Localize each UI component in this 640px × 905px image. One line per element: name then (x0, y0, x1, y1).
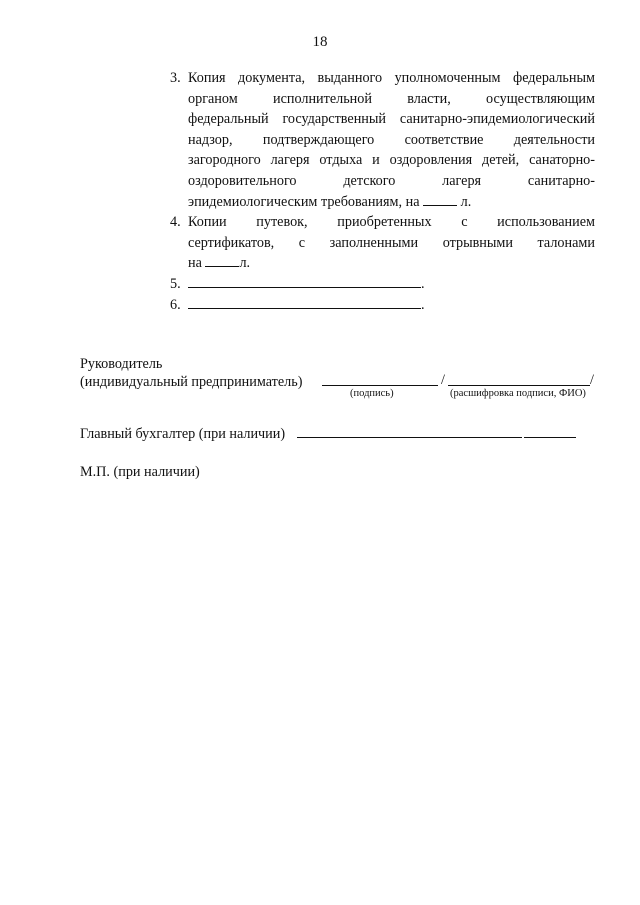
signature-line[interactable] (322, 385, 438, 386)
text-line: надзор, подтверждающего соответствие деятельности (188, 131, 595, 148)
text-line: оздоровительного детского лагеря санитарно- (188, 172, 595, 189)
sheet-count-blank[interactable] (423, 192, 457, 206)
sheet-count-blank[interactable] (205, 253, 239, 267)
text-line: Копии путевок, приобретенных с использованием (188, 214, 595, 231)
signature-caption: (подпись) (350, 388, 394, 399)
chief-accountant-decode-line[interactable] (524, 437, 576, 438)
text-line: Копия документа, выданного уполномоченным федеральным (188, 70, 595, 86)
list-item-3 (170, 68, 595, 212)
list-item-text (188, 274, 595, 295)
list-item-number: 5. (170, 275, 181, 292)
chief-accountant-label: Главный бухгалтер (при наличии) (80, 426, 286, 442)
text-fragment: . (421, 275, 425, 292)
list-item-text (188, 68, 595, 212)
text-fragment: л. (457, 193, 472, 210)
entrepreneur-label: (индивидуальный предприниматель) (80, 374, 303, 390)
chief-accountant-signature-line[interactable] (297, 437, 522, 438)
stamp-label: М.П. (при наличии) (80, 464, 200, 480)
list-item-number: 6. (170, 296, 181, 313)
attachments-list (170, 68, 595, 315)
item-blank-line[interactable] (188, 274, 421, 288)
text-line: федеральный государственный санитарно-эпидемиологический (188, 111, 595, 128)
list-item-number: 3. (170, 70, 181, 86)
text-line: сертификатов, с заполненными отрывными талонами (188, 234, 595, 251)
list-item-6 (170, 295, 595, 316)
list-item-number: 4. (170, 214, 181, 231)
page-number: 18 (312, 34, 328, 50)
list-item-4 (170, 212, 595, 274)
item-blank-line[interactable] (188, 295, 421, 309)
text-fragment: на (188, 255, 202, 272)
slash-separator: / (441, 372, 445, 388)
text-fragment: . (421, 296, 425, 313)
list-item-5 (170, 274, 595, 295)
text-line-with-blank (188, 253, 595, 274)
text-fragment: эпидемиологическим требованиям, на (188, 193, 420, 210)
list-item-text (188, 212, 595, 274)
slash-separator: / (590, 372, 594, 388)
text-line: загородного лагеря отдыха и оздоровления детей, санаторно- (188, 152, 595, 169)
decode-caption: (расшифровка подписи, ФИО) (450, 388, 586, 399)
director-label: Руководитель (80, 356, 163, 372)
text-line-with-blank (188, 192, 595, 213)
text-fragment: л. (239, 255, 251, 272)
text-line: органом исполнительной власти, осуществляющим (188, 90, 595, 107)
name-decode-line[interactable] (448, 385, 590, 386)
list-item-text (188, 295, 595, 316)
